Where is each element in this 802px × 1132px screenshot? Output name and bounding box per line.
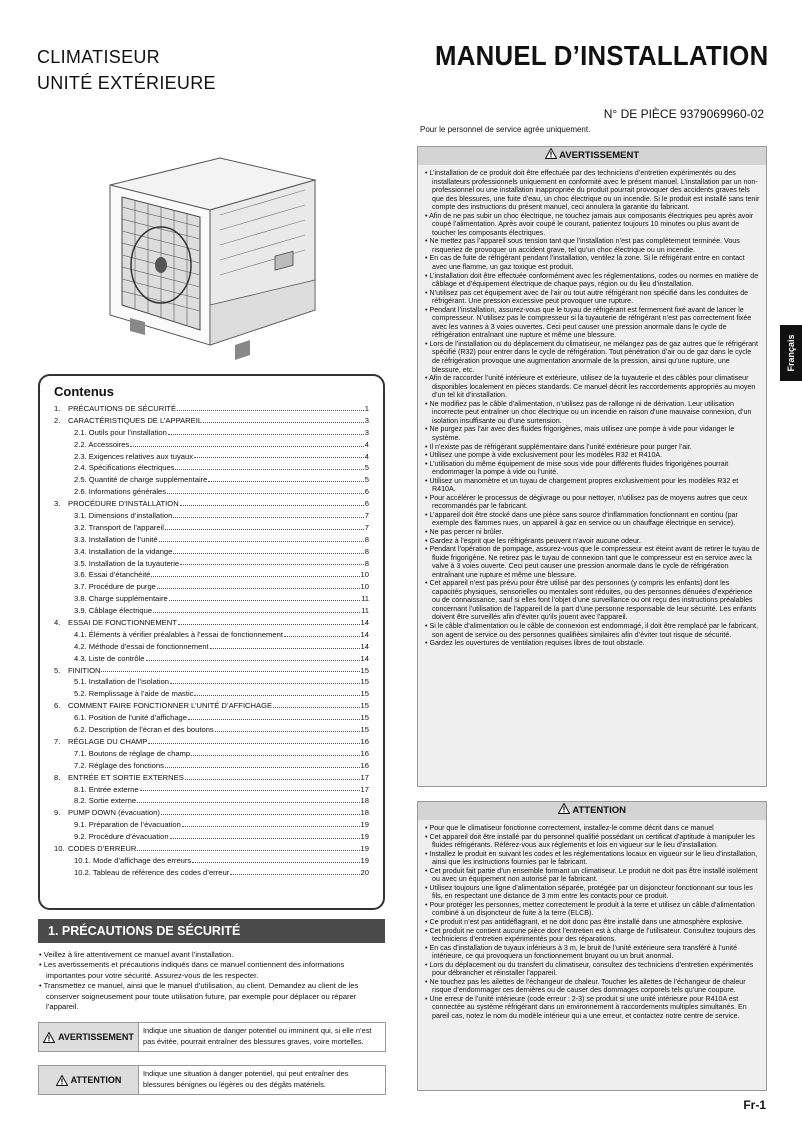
toc-entry-page: 11 bbox=[361, 606, 369, 616]
toc-entry-number: 1. bbox=[54, 404, 61, 413]
toc-entry bbox=[54, 855, 369, 867]
toc-entry-page: 14 bbox=[360, 641, 369, 651]
warning-triangle-icon bbox=[43, 1032, 55, 1043]
toc-list bbox=[54, 403, 369, 879]
toc-entry bbox=[54, 653, 369, 665]
toc-entry bbox=[54, 724, 369, 736]
toc-entry-label: 9.2. Procédure d’évacuation bbox=[74, 832, 169, 842]
toc-entry-label: 9.1. Préparation de l’évacuation bbox=[74, 820, 181, 830]
toc-entry bbox=[54, 498, 369, 510]
toc-entry-page: 14 bbox=[360, 629, 369, 639]
toc-entry-label: 8.1. Entrée externe bbox=[74, 784, 139, 794]
warning-box bbox=[417, 146, 767, 787]
toc-entry-number: 7. bbox=[54, 736, 61, 746]
toc-title: Contenus bbox=[54, 384, 114, 399]
part-number: N° DE PIÈCE 9379069960-02 bbox=[603, 107, 764, 121]
toc-entry-number: 5. bbox=[54, 665, 61, 675]
toc-leader-dots bbox=[165, 522, 364, 530]
toc-entry bbox=[54, 676, 369, 688]
toc-entry-page: 15 bbox=[360, 725, 369, 735]
toc-entry-page: 15 bbox=[360, 665, 369, 675]
toc-entry bbox=[54, 415, 369, 427]
toc-entry-page: 17 bbox=[360, 772, 369, 782]
warning-item: • L’installation doit être effectuée conformément avec les réglementations, codes ou normes en matière de câblage et d’équipement électrique de chaque pays, région ou du lieu d’installation. bbox=[424, 272, 760, 289]
legend-warning-text-label: AVERTISSEMENT bbox=[58, 1032, 134, 1042]
caution-item: • Lors du déplacement ou du transfert du climatiseur, consultez des techniciens d’entretien expérimentés pour débrancher et réinstaller l’appareil. bbox=[424, 961, 760, 978]
toc-entry bbox=[54, 748, 369, 760]
legend-warning bbox=[38, 1022, 386, 1052]
caution-item: • Pour que le climatiseur fonctionne correctement, installez-le comme décrit dans ce manuel bbox=[424, 824, 760, 833]
toc-entry-label: 10.2. Tableau de référence des codes d’erreur bbox=[74, 867, 230, 877]
table-of-contents bbox=[38, 374, 385, 910]
caution-item: • Cet appareil doit être installé par du personnel qualifié possédant un certificat d’aptitude à manipuler les fluides réfrigérants. Référez-vous aux réglements et lois en vigueur sur le lieu d’installation. bbox=[424, 833, 760, 850]
language-tab bbox=[780, 325, 802, 381]
toc-entry-label: 3.5. Installation de la tuyauterie bbox=[74, 558, 180, 568]
toc-leader-dots bbox=[137, 843, 359, 851]
toc-entry bbox=[54, 546, 369, 558]
toc-leader-dots bbox=[169, 593, 360, 601]
caution-item: • Une erreur de l’unité intérieure (code erreur : 2-3) se produit si une unité intérieure pour R410A est connectée au système réfrigérant dans un environnement à raccordements multiples simultanés. En pareil cas, notez le nom du modèle intérieur qui a une erreur, et contactez notre centre de service. bbox=[424, 995, 760, 1021]
toc-entry-number: 2. bbox=[54, 415, 61, 425]
toc-entry-label: CARACTÉRISTIQUES DE L’APPAREIL bbox=[68, 415, 203, 425]
toc-entry-label: 3.4. Installation de la vidange bbox=[74, 546, 173, 556]
toc-entry-page: 19 bbox=[360, 820, 369, 830]
product-line-1: CLIMATISEUR bbox=[37, 47, 160, 67]
toc-entry-page: 6 bbox=[364, 487, 369, 497]
caution-item: • Ce produit n’est pas antidéflagrant, et ne doit donc pas être installé dans une atmosphère explosive. bbox=[424, 918, 760, 927]
toc-entry-label: 10.1. Mode d’affichage des erreurs bbox=[74, 855, 192, 865]
warning-item: • Utilisez un manomètre et un tuyau de chargement propres exclusivement pour les modèles R32 et R410A. bbox=[424, 477, 760, 494]
warning-triangle-icon bbox=[56, 1075, 68, 1086]
toc-entry bbox=[54, 474, 369, 486]
toc-leader-dots bbox=[182, 819, 360, 827]
toc-entry bbox=[54, 486, 369, 498]
toc-leader-dots bbox=[167, 486, 364, 494]
toc-leader-dots bbox=[146, 653, 360, 661]
toc-entry bbox=[54, 569, 369, 581]
toc-leader-dots bbox=[180, 498, 364, 506]
warning-item: • Lors de l’installation ou du déplacement du climatiseur, ne mélangez pas de gaz autres que le réfrigérant spécifié (R32) pour entrer dans le cycle de réfrigération. Tout pénétration d’air ou de gaz dans le cycle de réfrigération provoque une augmentation anormale de la pression, ainsi qu’une rupture, une blessure, etc. bbox=[424, 340, 760, 374]
toc-leader-dots bbox=[170, 676, 360, 684]
toc-entry-page: 15 bbox=[360, 689, 369, 699]
language-tab-label: Français bbox=[786, 334, 796, 372]
toc-leader-dots bbox=[177, 403, 364, 411]
toc-leader-dots bbox=[230, 867, 359, 875]
toc-entry-page: 3 bbox=[364, 427, 369, 437]
toc-leader-dots bbox=[188, 712, 360, 720]
warning-item: • Gardez les ouvertures de ventilation requises libres de tout obstacle. bbox=[424, 639, 760, 648]
toc-leader-dots bbox=[178, 617, 360, 625]
toc-entry-number: 10. bbox=[54, 843, 65, 853]
toc-entry bbox=[54, 665, 369, 677]
toc-entry-page: 7 bbox=[364, 511, 369, 521]
toc-entry bbox=[54, 831, 369, 843]
toc-entry-page: 19 bbox=[360, 832, 369, 842]
toc-entry-page: 15 bbox=[360, 701, 369, 711]
toc-entry-page: 8 bbox=[364, 534, 369, 544]
toc-entry-page: 19 bbox=[360, 855, 369, 865]
toc-entry bbox=[54, 581, 369, 593]
toc-entry-page: 17 bbox=[360, 784, 369, 794]
toc-entry-page: 16 bbox=[360, 760, 369, 770]
toc-entry-label: 6.2. Description de l’écran et des boutons bbox=[74, 725, 214, 735]
toc-leader-dots bbox=[140, 784, 360, 792]
toc-entry-page: 16 bbox=[360, 736, 369, 746]
toc-entry-label: 4.2. Méthode d’essai de fonctionnement bbox=[74, 641, 209, 651]
legend-caution-description: Indique une situation à danger potentiel, qui peut entraîner des blessures bénignes ou légères ou des dégâts matériels. bbox=[139, 1066, 385, 1094]
toc-entry bbox=[54, 712, 369, 724]
toc-entry-page: 7 bbox=[364, 522, 369, 532]
legend-caution-text-label: ATTENTION bbox=[70, 1075, 122, 1085]
toc-entry bbox=[54, 593, 369, 605]
toc-entry-label: 8.2. Sortie externe bbox=[74, 796, 137, 806]
toc-entry bbox=[54, 439, 369, 451]
toc-entry-label: 2.2. Accessoires bbox=[74, 439, 130, 449]
toc-entry-label: 3.2. Transport de l’appareil bbox=[74, 522, 164, 532]
toc-entry bbox=[54, 641, 369, 653]
toc-entry-label: 3.8. Charge supplémentaire bbox=[74, 594, 168, 604]
toc-entry bbox=[54, 843, 369, 855]
toc-entry-label: 2.4. Spécifications électriques bbox=[74, 463, 175, 473]
warning-list bbox=[424, 169, 760, 648]
service-note: Pour le personnel de service agrée uniquement. bbox=[420, 125, 591, 134]
toc-entry-label: COMMENT FAIRE FONCTIONNER L’UNITÉ D’AFFICHAGE bbox=[68, 701, 273, 711]
toc-entry-page: 14 bbox=[360, 618, 369, 628]
toc-leader-dots bbox=[165, 760, 360, 768]
warning-item: • Gardez à l’esprit que les réfrigérants peuvent n’avoir aucune odeur. bbox=[424, 537, 760, 546]
warning-item: • Ne modifiez pas le câble d’alimentation, n’utilisez pas de rallonge ni de dérivation. Leur utilisation incorrecte peut entraîner un choc électrique ou un incendie en raison d’une mauvaise connexion, d’un isolation insuffisante ou d’une surtension. bbox=[424, 400, 760, 426]
section-heading: 1. PRÉCAUTIONS DE SÉCURITÉ bbox=[38, 919, 385, 943]
warning-item: • Pour accélérer le processus de dégivrage ou pour nettoyer, n’utilisez pas de moyens autres que ceux recommandés par le fabricant. bbox=[424, 494, 760, 511]
warning-triangle-icon bbox=[558, 803, 570, 814]
toc-entry-label: 4.1. Éléments à vérifier préalables à l’essai de fonctionnement bbox=[74, 629, 283, 639]
toc-entry-label: 7.1. Boutons de réglage de champ bbox=[74, 748, 191, 758]
warning-item: • Si le câble d’alimentation ou le câble de connexion est endommagé, il doit être remplacé par le fabricant, son agent de service ou des personnes qualifiées similaires afin d’éviter tout risque de sécurité. bbox=[424, 622, 760, 639]
toc-leader-dots bbox=[215, 724, 360, 732]
toc-entry-label: 5.2. Remplissage à l’aide de mastic bbox=[74, 689, 194, 699]
toc-leader-dots bbox=[192, 855, 359, 863]
manual-title: MANUEL D’INSTALLATION bbox=[434, 40, 768, 71]
toc-leader-dots bbox=[273, 700, 359, 708]
toc-entry bbox=[54, 403, 369, 415]
toc-leader-dots bbox=[194, 451, 364, 459]
warning-item: • Ne purgez pas l’air avec des fluides frigorigènes, mais utilisez une pompe à vide pour vidanger le système. bbox=[424, 425, 760, 442]
toc-entry-page: 5 bbox=[364, 475, 369, 485]
toc-entry-page: 10 bbox=[360, 570, 369, 580]
toc-entry bbox=[54, 522, 369, 534]
toc-entry-label: PRÉCAUTIONS DE SÉCURITÉ bbox=[68, 404, 177, 413]
toc-entry-page: 3 bbox=[364, 415, 369, 425]
toc-entry-label: PUMP DOWN (évacuation) bbox=[68, 808, 160, 818]
toc-leader-dots bbox=[180, 558, 364, 566]
toc-entry bbox=[54, 784, 369, 796]
toc-leader-dots bbox=[168, 427, 364, 435]
toc-entry bbox=[54, 510, 369, 522]
warning-item: • L’installation de ce produit doit être effectuée par des techniciens d’entretien expérimentés ou des installateurs professionnels uniquement en conformité avec le présent manuel. L’installation par un non-professionnel ou une installation inappropriée du produit pourrait provoquer des accidents graves tels que des blessures, une fuite d’eau, un choc électrique ou un incendie. Si le produit est installé sans tenir compte des instructions du présent manuel, ceci annulera la garantie du fabricant. bbox=[424, 169, 760, 212]
toc-entry bbox=[54, 807, 369, 819]
warning-item: • Afin de raccorder l’unité intérieure et extérieure, utilisez de la tuyauterie et des câbles pour climatiseur disponibles localement en pièces standards. Ce manuel décrit les raccordements appropriés au moyen d’un tel kit d’installation. bbox=[424, 374, 760, 400]
page-number: Fr-1 bbox=[743, 1098, 766, 1112]
toc-entry bbox=[54, 534, 369, 546]
toc-leader-dots bbox=[170, 831, 360, 839]
toc-entry-label: FINITION bbox=[68, 665, 101, 675]
toc-entry-page: 8 bbox=[364, 558, 369, 568]
toc-entry-number: 3. bbox=[54, 499, 61, 509]
toc-entry bbox=[54, 617, 369, 629]
caution-item: • Cet produit ne contient aucune pièce dont l’entretien est à charge de l’utilisateur. Consultez toujours des techniciens d’entretien expérimentés pour des réparations. bbox=[424, 927, 760, 944]
toc-entry bbox=[54, 462, 369, 474]
caution-box-header bbox=[418, 802, 766, 820]
toc-entry bbox=[54, 795, 369, 807]
warning-item: • Ne mettez pas l’appareil sous tension tant que l’installation n’est pas complètement terminée. Vous risqueriez de provoquer un accident grave, tel qu’un choc électrique ou un incendie. bbox=[424, 237, 760, 254]
toc-leader-dots bbox=[161, 807, 360, 815]
toc-entry-number: 6. bbox=[54, 701, 61, 711]
caution-box-body bbox=[418, 820, 766, 1090]
toc-leader-dots bbox=[284, 629, 360, 637]
warning-item: • L’appareil doit être stocké dans une pièce sans source d’inflammation fonctionnant en continu (par exemple des flammes nues, un appareil à gaz en service ou un chauffage électrique en service). bbox=[424, 511, 760, 528]
toc-entry-label: 3.6. Essai d’étanchéité bbox=[74, 570, 151, 580]
toc-entry-page: 4 bbox=[364, 439, 369, 449]
warning-item: • L’utilisation du même équipement de mise sous vide pour différents fluides frigorigènes pourrait endommager la pompe à vide ou l’unité. bbox=[424, 460, 760, 477]
warning-item: • Afin de ne pas subir un choc électrique, ne touchez jamais aux composants électriques peu après avoir coupé l’alimentation. Après avoir coupé le courant, patientez toujours 10 minutes ou plus avant de toucher les composants électriques. bbox=[424, 212, 760, 238]
warning-item: • Utilisez une pompe à vide exclusivement pour les modèles R32 et R410A. bbox=[424, 451, 760, 460]
warning-item: • Ne pas percer ni brûler. bbox=[424, 528, 760, 537]
toc-leader-dots bbox=[148, 736, 359, 744]
toc-leader-dots bbox=[173, 510, 363, 518]
toc-leader-dots bbox=[191, 748, 359, 756]
warning-box-body bbox=[418, 165, 766, 786]
toc-entry-label: 3.7. Procédure de purge bbox=[74, 582, 156, 592]
warning-item: • Pendant l’installation, assurez-vous que le tuyau de réfrigérant est fermement fixé avant de lancer le compresseur. N’utilisez pas le compresseur si la tuyauterie de réfrigérant n’est pas correctement fixée avec les vannes à 3 voies ouvertes. Ceci peut causer une pression anormale dans le cycle de réfrigération entraînant une rupture et même une blessure. bbox=[424, 306, 760, 340]
warning-item: • Il n’existe pas de réfrigérant supplémentaire dans l’unité extérieure pour purger l’air. bbox=[424, 443, 760, 452]
toc-leader-dots bbox=[137, 795, 359, 803]
toc-entry-page: 4 bbox=[364, 451, 369, 461]
toc-entry-label: 4.3. Liste de contrôle bbox=[74, 653, 145, 663]
legend-warning-description: Indique une situation de danger potentiel ou imminent qui, si elle n’est pas évitée, pourrait entraîner des blessures graves, voire mortelles. bbox=[139, 1023, 385, 1051]
warning-item: • En cas de fuite de réfrigérant pendant l’installation, ventilez la zone. Si le réfrigérant entre en contact avec une flamme, un gaz toxique est produit. bbox=[424, 254, 760, 271]
toc-entry-page: 8 bbox=[364, 546, 369, 556]
caution-item: • Utilisez toujours une ligne d’alimentation séparée, protégée par un disjoncteur fonctionnant sur tous les fils, en respectant une distance de 3 mm entre les contacts pour ce produit. bbox=[424, 884, 760, 901]
toc-entry bbox=[54, 867, 369, 879]
toc-entry bbox=[54, 451, 369, 463]
toc-entry-number: 4. bbox=[54, 618, 61, 628]
toc-entry bbox=[54, 760, 369, 772]
warning-box-header bbox=[418, 147, 766, 165]
caution-list bbox=[424, 824, 760, 1021]
toc-entry bbox=[54, 819, 369, 831]
toc-entry bbox=[54, 427, 369, 439]
toc-entry-number: 9. bbox=[54, 808, 61, 818]
toc-leader-dots bbox=[203, 415, 364, 423]
caution-item: • Installez le produit en suivant les codes et les réglementations locaux en vigueur sur le lieu d’installation, ainsi que les instructions fournies par le fabricant. bbox=[424, 850, 760, 867]
toc-entry-label: 7.2. Réglage des fonctions bbox=[74, 760, 164, 770]
intro-item: • Veillez à lire attentivement ce manuel avant l’installation. bbox=[38, 950, 386, 960]
toc-leader-dots bbox=[101, 665, 359, 673]
toc-leader-dots bbox=[130, 439, 363, 447]
toc-entry-label: RÉGLAGE DU CHAMP bbox=[68, 736, 148, 746]
warning-item: • N’utilisez pas cet équipement avec de l’air ou tout autre réfrigérant non spécifié dans les conduites de réfrigérant. Une pression excessive peut provoquer une rupture. bbox=[424, 289, 760, 306]
legend-caution-label bbox=[39, 1066, 139, 1094]
toc-leader-dots bbox=[185, 772, 360, 780]
toc-entry-page: 5 bbox=[364, 463, 369, 473]
toc-entry-page: 1 bbox=[364, 404, 369, 413]
toc-entry-label: ENTRÉE ET SORTIE EXTERNES bbox=[68, 772, 184, 782]
toc-entry-page: 10 bbox=[360, 582, 369, 592]
toc-entry-label: 2.6. Informations générales bbox=[74, 487, 167, 497]
legend-caution bbox=[38, 1065, 386, 1095]
outdoor-unit-illustration bbox=[100, 140, 340, 370]
toc-entry-page: 6 bbox=[364, 499, 369, 509]
toc-entry bbox=[54, 700, 369, 712]
toc-leader-dots bbox=[210, 641, 360, 649]
toc-leader-dots bbox=[151, 569, 359, 577]
toc-entry-label: 2.1. Outils pour l’installation bbox=[74, 427, 167, 437]
toc-entry-page: 18 bbox=[360, 796, 369, 806]
toc-entry-label: CODES D’ERREUR bbox=[68, 843, 137, 853]
toc-entry bbox=[54, 558, 369, 570]
toc-leader-dots bbox=[153, 605, 360, 613]
toc-leader-dots bbox=[194, 688, 359, 696]
toc-entry-label: PROCÉDURE D’INSTALLATION bbox=[68, 499, 179, 509]
legend-warning-label bbox=[39, 1023, 139, 1051]
toc-entry bbox=[54, 605, 369, 617]
warning-item: • Cet appareil n’est pas prévu pour être utilisé par des personnes (y compris les enfants) dont les capacités physiques, sensorielles ou mentales sont réduites, ou des personnes dénuées d’expérience ou de connaissance, sauf si elles font l’objet d’une surveillance ou ont reçu des instructions préalables concernant l’utilisation de l’appareil de la part d’une personne responsable de leur sécurité. Les enfants doivent être surveillés afin d’éviter qu’ils jouent avec l’appareil. bbox=[424, 579, 760, 622]
toc-entry bbox=[54, 629, 369, 641]
caution-item: • Cet produit fait partie d’un ensemble formant un climatiseur. Le produit ne doit pas être installé isolément ou avec un équipement non autorisé par le fabricant. bbox=[424, 867, 760, 884]
toc-entry-page: 18 bbox=[360, 808, 369, 818]
toc-entry-label: 3.9. Câblage électrique bbox=[74, 606, 153, 616]
toc-entry-page: 11 bbox=[361, 594, 369, 604]
toc-entry bbox=[54, 736, 369, 748]
toc-entry-page: 14 bbox=[360, 653, 369, 663]
caution-item: • Pour protéger les personnes, mettez correctement le produit à la terre et utilisez un câble d’alimentation combiné à un disjoncteur de fuite à la terre (ELCB). bbox=[424, 901, 760, 918]
caution-item: • Ne touchez pas les ailettes de l’échangeur de chaleur. Toucher les ailettes de l’échangeur de chaleur risque d’endommager ces dernières ou de causer des dommages corporels tels qu’une coupure. bbox=[424, 978, 760, 995]
product-line-2: UNITÉ EXTÉRIEURE bbox=[37, 73, 216, 93]
caution-item: • En cas d’installation de tuyaux inférieurs à 3 m, le bruit de l’unité extérieure sera transféré à l’unité intérieure, ce qui provoquera un fonctionnement bruyant ou un bruit anormal. bbox=[424, 944, 760, 961]
toc-leader-dots bbox=[175, 462, 363, 470]
product-title bbox=[37, 44, 216, 96]
toc-entry-page: 19 bbox=[360, 843, 369, 853]
toc-entry-label: 3.3. Installation de l’unité bbox=[74, 534, 158, 544]
warning-triangle-icon bbox=[545, 148, 557, 159]
toc-entry-label: 6.1. Position de l’unité d’affichage bbox=[74, 713, 188, 723]
toc-entry bbox=[54, 688, 369, 700]
intro-item: • Transmettez ce manuel, ainsi que le manuel d’utilisation, au client. Demandez au client de les conserver soigneusement pour toute utilisation future, par exemple pour déplacer ou réparer l’appareil. bbox=[38, 981, 386, 1012]
toc-entry-label: 5.1. Installation de l’isolation bbox=[74, 677, 169, 687]
toc-entry-label: ESSAI DE FONCTIONNEMENT bbox=[68, 618, 177, 628]
safety-intro-list bbox=[38, 950, 386, 1012]
toc-leader-dots bbox=[157, 581, 360, 589]
caution-box bbox=[417, 801, 767, 1091]
intro-item: • Les avertissements et précautions indiqués dans ce manuel contiennent des informations importantes pour votre sécurité. Assurez-vous de les respecter. bbox=[38, 960, 386, 981]
warning-box-title: AVERTISSEMENT bbox=[559, 150, 640, 161]
toc-entry-page: 16 bbox=[360, 748, 369, 758]
toc-entry-label: 2.3. Exigences relatives aux tuyaux bbox=[74, 451, 194, 461]
toc-leader-dots bbox=[173, 546, 363, 554]
toc-entry-number: 8. bbox=[54, 772, 61, 782]
toc-leader-dots bbox=[159, 534, 364, 542]
toc-entry-page: 15 bbox=[360, 713, 369, 723]
toc-entry-label: 2.5. Quantité de charge supplémentaire bbox=[74, 475, 208, 485]
toc-entry-label: 3.1. Dimensions d’installation bbox=[74, 511, 173, 521]
warning-item: • Pendant l’opération de pompage, assurez-vous que le compresseur est éteint avant de retirer le tuyau de fluide frigorigène. Ne retirez pas le tuyau de connexion tant que le compresseur est en service avec la valve à 3 voies ouverte. Ceci peut causer une pression anormale dans le cycle de réfrigération entraînant une rupture et même une blessure. bbox=[424, 545, 760, 579]
toc-entry-page: 15 bbox=[360, 677, 369, 687]
caution-box-title: ATTENTION bbox=[572, 805, 626, 816]
toc-leader-dots bbox=[208, 474, 363, 482]
toc-entry bbox=[54, 772, 369, 784]
toc-entry-page: 20 bbox=[360, 867, 369, 877]
